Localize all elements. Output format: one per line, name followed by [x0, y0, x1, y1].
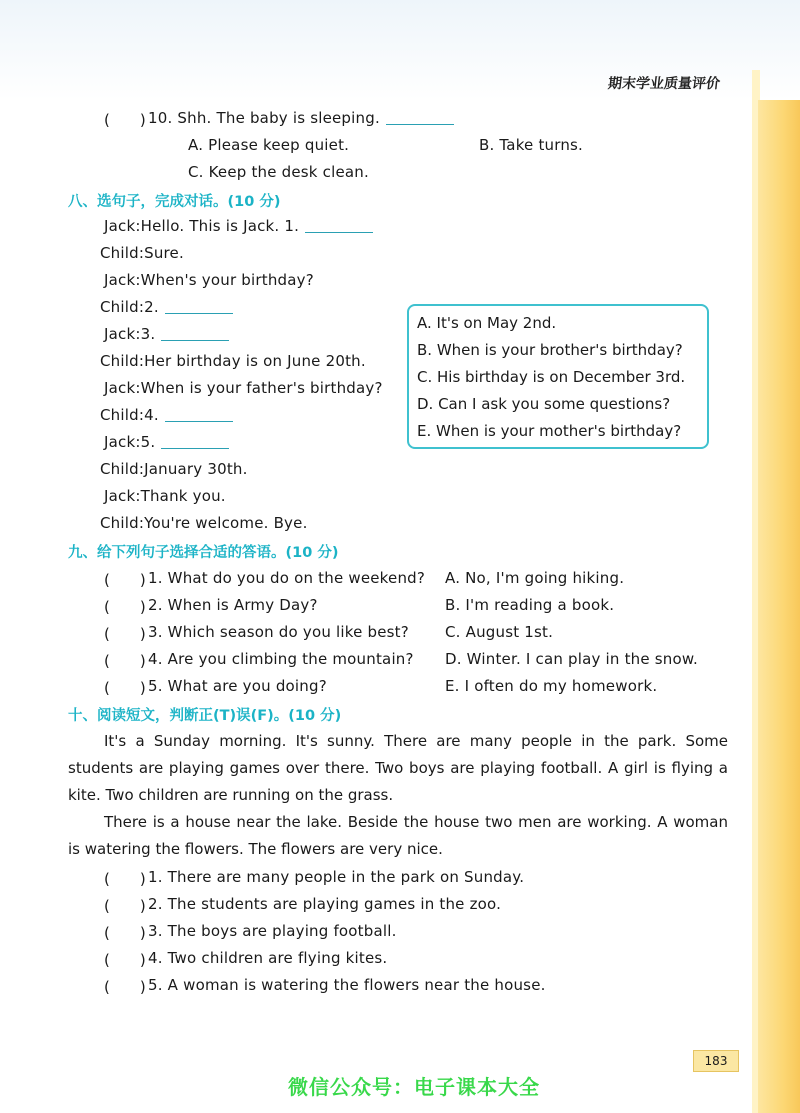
answer-blank[interactable] — [165, 299, 233, 314]
page-edge — [758, 100, 800, 1113]
option-item: E. When is your mother's birthday? — [417, 422, 682, 440]
option-item: A. It's on May 2nd. — [417, 314, 557, 332]
judgement-item: 2. The students are playing games in the zoo. — [148, 895, 502, 913]
option-item: D. Can I ask you some questions? — [417, 395, 671, 413]
option-item: C. His birthday is on December 3rd. — [417, 368, 686, 386]
dialogue-line: Jack:Hello. This is Jack. 1. — [104, 217, 373, 235]
footer-watermark: 微信公众号：电子课本大全 — [288, 1075, 540, 1099]
q10-option-a: A. Please keep quiet. — [188, 136, 350, 154]
answer-option: C. August 1st. — [445, 623, 554, 641]
answer-paren[interactable]: ( ) — [104, 598, 146, 616]
option-item: B. When is your brother's birthday? — [417, 341, 683, 359]
dialogue-line: Child:2. — [100, 298, 233, 316]
answer-paren[interactable]: ( ) — [104, 870, 146, 888]
q10-option-b: B. Take turns. — [479, 136, 584, 154]
answer-blank[interactable] — [161, 434, 229, 449]
dialogue-line: Jack:5. — [104, 433, 229, 451]
answer-option: E. I often do my homework. — [445, 677, 658, 695]
answer-paren[interactable]: ( ) — [104, 951, 146, 969]
options-box — [407, 304, 709, 449]
answer-blank[interactable] — [161, 326, 229, 341]
answer-blank[interactable] — [305, 218, 373, 233]
reading-paragraph-2: There is a house near the lake. Beside the house two men are working. A woman is watering the flowers. The flowers are very nice. — [68, 813, 728, 858]
question-text: 2. When is Army Day? — [148, 596, 318, 614]
dialogue-line: Child:You're welcome. Bye. — [100, 514, 308, 532]
judgement-item: 4. Two children are flying kites. — [148, 949, 388, 967]
dialogue-line: Child:Her birthday is on June 20th. — [100, 352, 366, 370]
judgement-item: 5. A woman is watering the flowers near the house. — [148, 976, 546, 994]
question-text: 1. What do you do on the weekend? — [148, 569, 426, 587]
reading-paragraph-1: It's a Sunday morning. It's sunny. There are many people in the park. Some students are playing games over there. Two boys are playing football. A girl is flying a kite. Two children are running on the grass. — [68, 732, 728, 804]
section-9-title: 九、给下列句子选择合适的答语。(10 分) — [68, 545, 339, 561]
q10-stem: 10. Shh. The baby is sleeping. — [148, 109, 454, 127]
answer-paren[interactable]: ( ) — [104, 625, 146, 643]
dialogue-line: Child:January 30th. — [100, 460, 248, 478]
question-text: 3. Which season do you like best? — [148, 623, 409, 641]
section-10-title: 十、阅读短文，判断正(T)误(F)。(10 分) — [68, 708, 342, 724]
answer-paren[interactable]: ( ) — [104, 571, 146, 589]
question-text: 4. Are you climbing the mountain? — [148, 650, 414, 668]
answer-blank[interactable] — [386, 110, 454, 125]
answer-option: D. Winter. I can play in the snow. — [445, 650, 698, 668]
dialogue-line: Jack:3. — [104, 325, 229, 343]
page-number: 183 — [693, 1050, 739, 1072]
judgement-item: 3. The boys are playing football. — [148, 922, 397, 940]
dialogue-line: Jack:When's your birthday? — [104, 271, 314, 289]
header-title: 期末学业质量评价 — [607, 76, 721, 92]
answer-paren[interactable]: ( ) — [104, 111, 146, 129]
dialogue-line: Jack:Thank you. — [104, 487, 226, 505]
dialogue-line: Jack:When is your father's birthday? — [104, 379, 383, 397]
q10-option-c: C. Keep the desk clean. — [188, 163, 369, 181]
section-8-title: 八、选句子，完成对话。(10 分) — [68, 194, 281, 210]
dialogue-line: Child:Sure. — [100, 244, 184, 262]
dialogue-line: Child:4. — [100, 406, 233, 424]
answer-paren[interactable]: ( ) — [104, 924, 146, 942]
question-text: 5. What are you doing? — [148, 677, 327, 695]
answer-paren[interactable]: ( ) — [104, 652, 146, 670]
answer-paren[interactable]: ( ) — [104, 978, 146, 996]
answer-paren[interactable]: ( ) — [104, 897, 146, 915]
judgement-item: 1. There are many people in the park on Sunday. — [148, 868, 525, 886]
answer-blank[interactable] — [165, 407, 233, 422]
answer-paren[interactable]: ( ) — [104, 679, 146, 697]
answer-option: A. No, I'm going hiking. — [445, 569, 625, 587]
answer-option: B. I'm reading a book. — [445, 596, 615, 614]
